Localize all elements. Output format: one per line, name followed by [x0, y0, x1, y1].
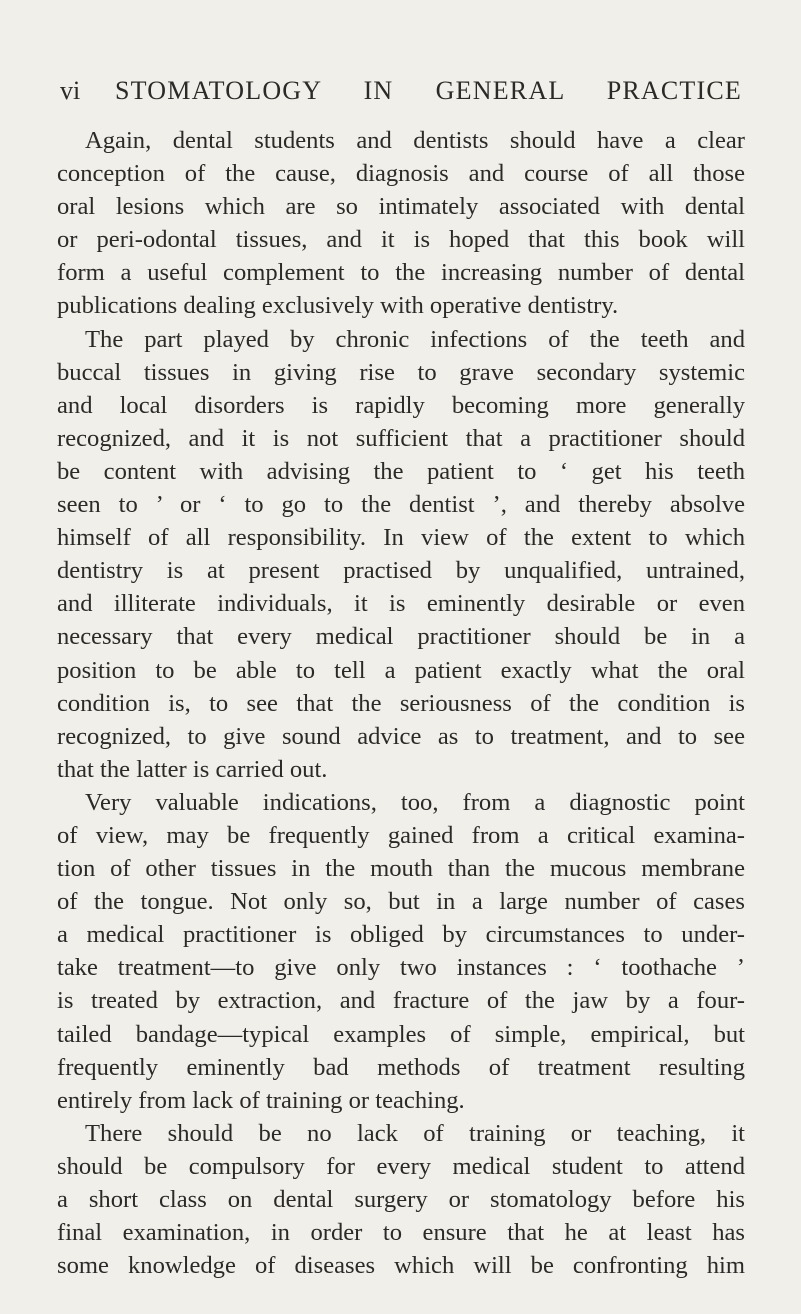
paragraph: [57, 124, 745, 323]
text-line: form a useful complement to the increasing number of dental: [57, 259, 745, 287]
text-line: position to be able to tell a patient exactly what the oral: [57, 656, 745, 684]
text-line: himself of all responsibility. In view of the extent to which: [57, 524, 745, 552]
running-title: STOMATOLOGY IN GENERAL PRACTICE: [115, 76, 742, 105]
text-line: recognized, to give sound advice as to treatment, and to see: [57, 722, 745, 750]
paragraph: [57, 1117, 745, 1282]
text-line: necessary that every medical practitioner should be in a: [57, 623, 745, 651]
text-line: oral lesions which are so intimately associated with dental: [57, 193, 745, 221]
text-line: final examination, in order to ensure that he at least has: [57, 1219, 745, 1247]
text-line: take treatment—to give only two instances : ‘ toothache ’: [57, 954, 745, 982]
text-line: is treated by extraction, and fracture of the jaw by a four-: [57, 987, 745, 1015]
text-line: buccal tissues in giving rise to grave secondary systemic: [57, 358, 745, 386]
paragraph: [57, 323, 745, 786]
text-line: entirely from lack of training or teaching.: [57, 1086, 465, 1114]
text-line: and local disorders is rapidly becoming more generally: [57, 391, 745, 419]
text-line: Again, dental students and dentists should have a clear: [85, 127, 745, 154]
text-line: condition is, to see that the seriousness of the condition is: [57, 689, 745, 717]
text-line: Very valuable indications, too, from a diagnostic point: [85, 788, 745, 816]
text-line: some knowledge of diseases which will be confronting him: [57, 1252, 745, 1280]
text-line: recognized, and it is not sufficient that a practitioner should: [57, 424, 745, 452]
text-line: seen to ’ or ‘ to go to the dentist ’, and thereby absolve: [57, 491, 745, 519]
body-text: [57, 124, 745, 1282]
text-line: tion of other tissues in the mouth than the mucous membrane: [57, 855, 745, 883]
text-line: a medical practitioner is obliged by circumstances to under-: [57, 921, 745, 949]
page-number: vi: [60, 76, 81, 105]
text-line: a short class on dental surgery or stomatology before his: [57, 1186, 745, 1213]
text-line: dentistry is at present practised by unqualified, untrained,: [57, 557, 745, 585]
text-line: tailed bandage—typical examples of simple, empirical, but: [57, 1020, 745, 1048]
text-line: frequently eminently bad methods of treatment resulting: [57, 1053, 745, 1081]
text-line: be content with advising the patient to ‘ get his teeth: [57, 457, 745, 485]
paragraph: [57, 786, 745, 1117]
text-line: of the tongue. Not only so, but in a large number of cases: [57, 888, 745, 916]
page-header: [60, 76, 742, 112]
text-line: publications dealing exclusively with operative dentistry.: [57, 292, 619, 320]
text-line: of view, may be frequently gained from a critical examina-: [57, 821, 745, 849]
text-line: that the latter is carried out.: [57, 755, 328, 783]
text-line: conception of the cause, diagnosis and course of all those: [57, 160, 745, 188]
text-line: should be compulsory for every medical student to attend: [57, 1152, 745, 1180]
text-line: There should be no lack of training or teaching, it: [85, 1119, 745, 1147]
text-line: or peri-odontal tissues, and it is hoped that this book will: [57, 226, 745, 254]
text-line: and illiterate individuals, it is eminently desirable or even: [57, 590, 745, 618]
text-line: The part played by chronic infections of the teeth and: [85, 325, 745, 353]
